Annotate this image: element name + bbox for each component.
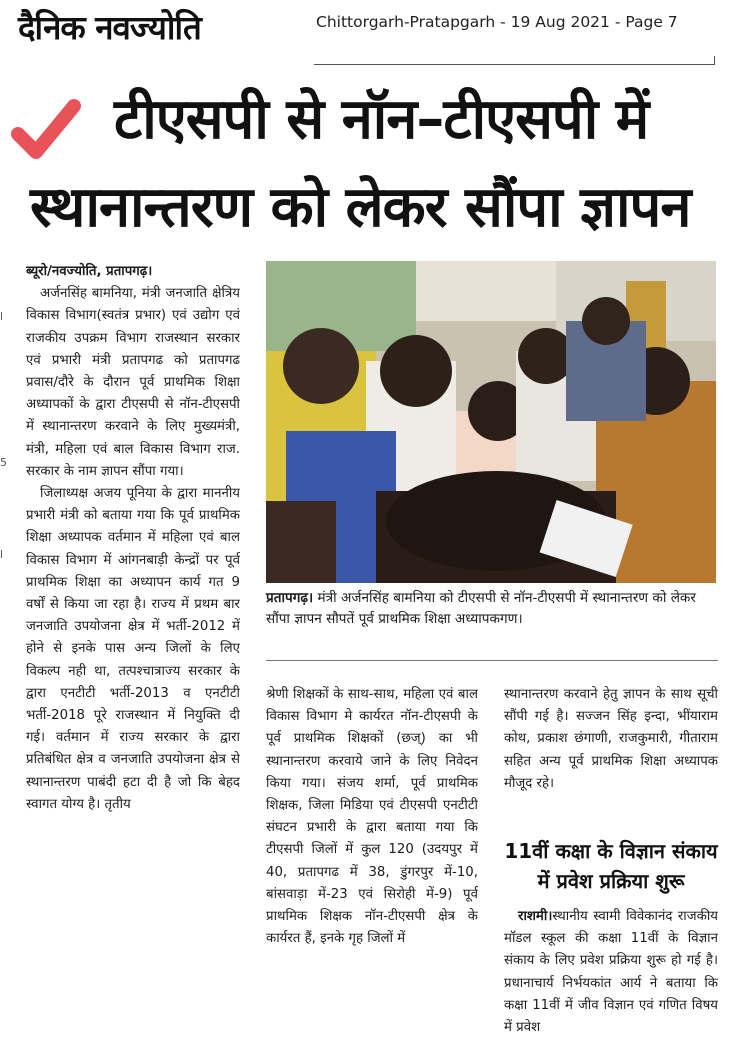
masthead <box>0 0 740 66</box>
article-column-2 <box>266 684 478 1040</box>
article-paragraph: जिलाध्यक्ष अजय पूनिया के द्वारा माननीय प्रभारी मंत्री को बताया गया कि पूर्व प्राथमिक शिक्षा अध्यापक वर्तमान में महिला एवं बाल विकास विभाग में आंगनबाड़ी केन्द्रों पर पूर्व प्राथमिक शिक्षा का अध्यापन कार्य गत 9 वर्षों से किया जा रहा है। राज्य में प्रथम बार जनजाति उपयोजना क्षेत्र में भर्ती-2012 में होने से इनके पास अन्य जिलों के लिए विकल्प नही था, तत्पश्चात्राज्य सरकार के द्वारा एनटीटी भर्ती-2013 व एनटीटी भर्ती-2018 पूरे राजस्थान में नियुक्ति दी गई। वर्तमान में राज्य सरकार के द्वारा प्रतिबंधित क्षेत्र व जनजाति उपयोजना क्षेत्र से स्थानान्तरण पाबंदी हटा दी है जो कि बेहद स्वागत योग्य है। तृतीय <box>26 486 240 812</box>
second-story-text: स्थानीय स्वामी विवेकानंद राजकीय मॉडल स्कूल की कक्षा 11वीं के विज्ञान संकाय के लिए प्रवेश प्रक्रिया शुरू हो गई है। प्रधानाचार्य निर्भयकांत आर्य ने बताया कि कक्षा 11वीं में जीव विज्ञान एवं गणित विषय में प्रवेश <box>504 909 718 1036</box>
margin-mark: 5 <box>0 456 7 469</box>
second-story-headline: 11वीं कक्षा के विज्ञान संकाय में प्रवेश प्रक्रिया शुरू <box>504 839 718 893</box>
margin-mark: l <box>0 548 4 561</box>
headline-line-1: टीएसपी से नॉन–टीएसपी में <box>114 87 649 152</box>
photo-caption <box>266 588 718 630</box>
newspaper-logo: दैनिक नवज्योति <box>18 8 201 47</box>
article-dateline: ब्यूरो/नवज्योति, प्रतापगढ़। <box>26 264 153 279</box>
caption-place: प्रतापगढ़। <box>266 590 314 606</box>
crowd-photo-illustration <box>266 261 716 583</box>
caption-text: मंत्री अर्जनसिंह बामनिया को टीएसपी से नॉन-टीएसपी में स्थानान्तरण को लेकर सौंपा ज्ञापन सौपतें पूर्व प्राथमिक शिक्षा अध्यापकगण। <box>266 590 696 627</box>
second-story-body <box>504 906 718 1040</box>
article-paragraph: श्रेणी शिक्षकों के साथ-साथ, महिला एवं बाल विकास विभाग मे कार्यरत नॉन-टीएसपी के पूर्व प्राथमिक शिक्षकों (छज्) का भी स्थानान्तरण करवाये जाने के लिए निवेदन किया गया। संजय शर्मा, पूर्व प्राथमिक शिक्षक, जिला मिडिया एवं टीएसपी एनटीटी संघटन प्रभारी के द्वारा बताया गया कि टीएसपी जिलों में कुल 120 (उदयपुर में 40, प्रतापगढ में 38, डुंगरपुर में-10, बांसवाड़ा में-23 एवं सिरोही में-9) पूर्व प्राथमिक शिक्षक नॉन-टीएसपी क्षेत्र के कार्यरत हैं, इनके गृह जिलों में <box>266 687 478 947</box>
news-photo <box>266 261 716 583</box>
headline <box>30 76 730 252</box>
margin-mark: l <box>0 310 4 323</box>
edition-info: Chittorgarh-Pratapgarh - 19 Aug 2021 - Page 7 <box>316 13 678 31</box>
second-story-dateline: राशमी। <box>518 909 553 924</box>
article-paragraph: स्थानान्तरण करवाने हेतु ज्ञापन के साथ सूची सौंपी गई है। सज्जन सिंह इन्दा, भींयाराम कोथ, प्रकाश छंगाणी, राजकुमारी, गीताराम सहित अन्य पूर्व प्राथमिक शिक्षा अध्यापक मौजूद रहे। <box>504 687 718 791</box>
article-column-1 <box>26 261 240 1041</box>
masthead-rule <box>314 56 715 65</box>
article-column-3 <box>504 684 718 824</box>
headline-line-2: स्थानान्तरण को लेकर सौंपा ज्ञापन <box>30 175 691 240</box>
caption-divider <box>266 660 718 661</box>
article-paragraph: अर्जनसिंह बामनिया, मंत्री जनजाति क्षेत्रिय विकास विभाग(स्वतंत्र प्रभार) एवं उद्योग एवं राजकीय उपक्रम विभाग राजस्थान सरकार एवं प्रभारी मंत्री प्रतापगढ को प्रतापगढ प्रवास/दौरे के दौरान पूर्व प्राथमिक शिक्षा अध्यापकों के द्वारा टीएसपी से नॉन-टीएसपी में स्थानान्तरण करवाने के लिए मुख्यमंत्री, मंत्री, महिला एवं बाल विकास विभाग राज. सरकार के नाम ज्ञापन सौंपा गया। <box>26 286 240 479</box>
